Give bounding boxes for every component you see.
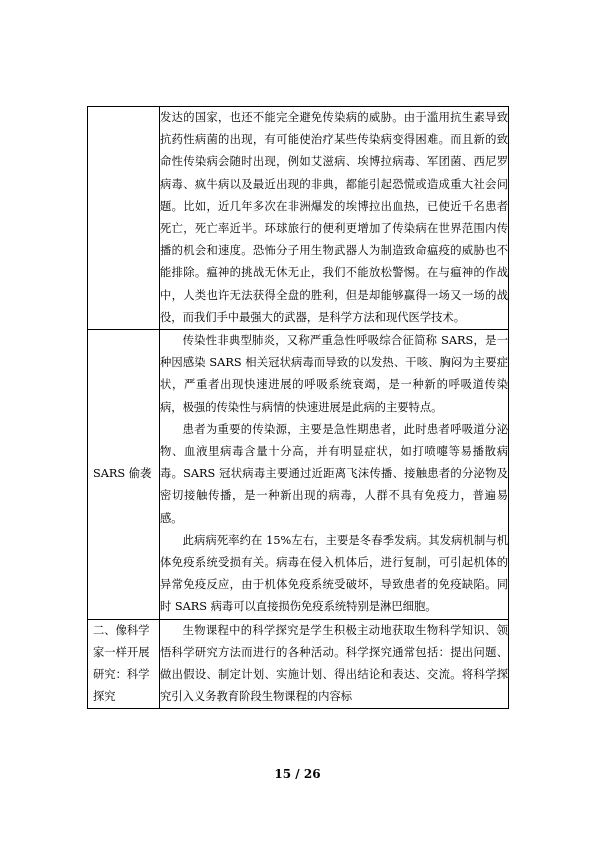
paragraph: 患者为重要的传染源，主要是急性期患者，此时患者呼吸道分泌物、血液里病毒含量十分高，并有明显症状，如打喷嚏等易播散病毒。SARS 冠状病毒主要通过近距离飞沫传播、接触患者的分泌物及密切接触传播，是一种新出现的病毒，人群不具有免疫力，普遍易感。 bbox=[160, 422, 508, 525]
content-table bbox=[87, 106, 509, 709]
page-number: 15 / 26 bbox=[274, 767, 321, 781]
left-cell bbox=[88, 107, 160, 330]
row-label: SARS 偷袭 bbox=[93, 467, 152, 481]
paragraph: 发达的国家，也还不能完全避免传染病的威胁。由于滥用抗生素导致抗药性病菌的出现，有可能使治疗某些传染病变得困难。而且新的致命性传染病会随时出现，例如艾滋病、埃博拉病毒、军团菌、西尼罗病毒、疯牛病以及最近出现的非典，都能引起恐慌或造成重大社会问题。比如，近几年多次在非洲爆发的埃博拉出血热，已使近千名患者死亡，死亡率近半。环球旅行的便利更增加了传染病在世界范围内传播的机会和速度。恐怖分子用生物武器人为制造致命瘟疫的威胁也不能排除。瘟神的挑战无休无止，我们不能放松警惕。在与瘟神的作战中，人类也许无法获得全盘的胜利，但是却能够赢得一场又一场的战役，而我们手中最强大的武器，是科学方法和现代医学技术。 bbox=[160, 111, 508, 324]
table-row bbox=[88, 619, 509, 709]
content-cell bbox=[160, 330, 509, 620]
row-label: 二、像科学家一样开展研究：科学探究 bbox=[93, 623, 150, 703]
paragraph: 此病病死率约在 15%左右，主要是冬春季发病。其发病机制与机体免疫系统受损有关。病毒在侵入机体后，进行复制，可引起机体的异常免疫反应，由于机体免疫系统受破坏，导致患者的免疫缺陷。同时 SARS 病毒可以直接损伤免疫系统特别是淋巴细胞。 bbox=[160, 533, 508, 614]
paragraph: 生物课程中的科学探究是学生积极主动地获取生物科学知识、领悟科学研究方法而进行的各种活动。科学探究通常包括：提出问题、做出假设、制定计划、实施计划、得出结论和表达、交流。将科学探究引入义务教育阶段生物课程的内容标 bbox=[160, 623, 508, 704]
content-cell bbox=[160, 107, 509, 330]
table-row bbox=[88, 107, 509, 330]
left-cell bbox=[88, 330, 160, 620]
table-row bbox=[88, 330, 509, 620]
left-cell bbox=[88, 619, 160, 709]
paragraph: 传染性非典型肺炎，又称严重急性呼吸综合征简称 SARS，是一种因感染 SARS 相关冠状病毒而导致的以发热、干咳、胸闷为主要症状，严重者出现快速进展的呼吸系统衰竭，是一种新的呼吸道传染病，极强的传染性与病情的快速进展是此病的主要特点。 bbox=[160, 334, 508, 414]
content-cell bbox=[160, 619, 509, 709]
